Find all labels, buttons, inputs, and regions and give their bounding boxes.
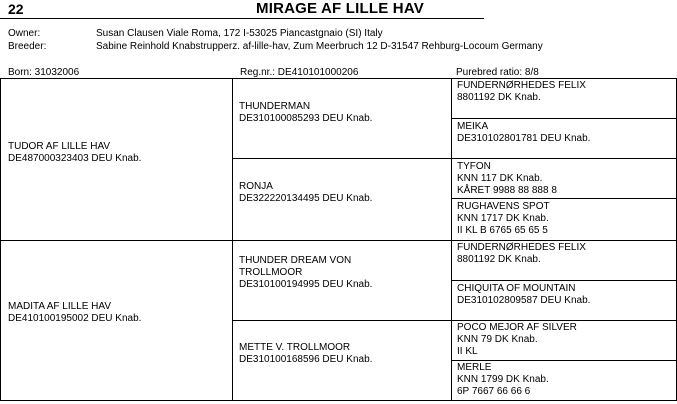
grandparent-name: THUNDER DREAM VON bbox=[239, 255, 352, 266]
owner-value: Susan Clausen Viale Roma, 172 I-53025 Piancastgnaio (SI) Italy bbox=[96, 28, 383, 39]
great-grandparent-reg: DE310102801781 DEU Knab. bbox=[457, 133, 591, 144]
grandparent-reg: DE310100194995 DEU Knab. bbox=[239, 279, 373, 290]
great-grandparent-cell bbox=[457, 121, 590, 145]
grandparent-name: METTE V. TROLLMOOR bbox=[239, 342, 351, 353]
great-grandparent-name: MEIKA bbox=[457, 121, 489, 132]
great-grandparent-name: RUGHAVENS SPOT bbox=[457, 201, 550, 212]
grandparent-name: THUNDERMAN bbox=[239, 101, 311, 112]
great-grandparent-note: 6P 7667 66 66 6 bbox=[457, 386, 531, 397]
catalog-number: 22 bbox=[8, 1, 24, 17]
great-grandparent-name: CHIQUITA OF MOUNTAIN bbox=[457, 283, 576, 294]
great-grandparent-note: KÅRET 9988 88 888 8 bbox=[457, 185, 557, 196]
registration-number: Reg.nr.: DE410101000206 bbox=[240, 67, 359, 78]
grandparent-cell bbox=[239, 181, 372, 205]
great-grandparent-note: II KL bbox=[457, 346, 478, 357]
purebred-ratio: Purebred ratio: 8/8 bbox=[456, 67, 539, 78]
grandparent-cell bbox=[239, 101, 372, 125]
owner-label: Owner: bbox=[8, 28, 41, 39]
grandparent-cell bbox=[239, 342, 372, 366]
great-grandparent-reg: KNN 79 DK Knab. bbox=[457, 334, 538, 345]
great-grandparent-cell bbox=[457, 242, 586, 266]
grandparent-reg: DE310100085293 DEU Knab. bbox=[239, 113, 373, 124]
great-grandparent-reg: KNN 1717 DK Knab. bbox=[457, 213, 549, 224]
great-grandparent-reg: DE310102809587 DEU Knab. bbox=[457, 295, 591, 306]
great-grandparent-cell bbox=[457, 283, 590, 307]
grandparent-cell bbox=[239, 255, 372, 291]
sire-cell bbox=[8, 141, 141, 165]
great-grandparent-reg: KNN 117 DK Knab. bbox=[457, 173, 543, 184]
dam-cell bbox=[8, 301, 141, 325]
grandparent-reg: DE322220134495 DEU Knab. bbox=[239, 193, 373, 204]
sire-name: TUDOR AF LILLE HAV bbox=[8, 141, 111, 152]
born-date: Born: 31032006 bbox=[8, 67, 80, 78]
great-grandparent-name: POCO MEJOR AF SILVER bbox=[457, 322, 577, 333]
great-grandparent-note: II KL B 6765 65 65 5 bbox=[457, 225, 548, 236]
great-grandparent-cell bbox=[457, 201, 550, 237]
great-grandparent-reg: 8801192 DK Knab. bbox=[457, 92, 541, 103]
great-grandparent-cell bbox=[457, 161, 557, 197]
great-grandparent-name: MERLE bbox=[457, 362, 492, 373]
great-grandparent-name: FUNDERNØRHEDES FELIX bbox=[457, 80, 586, 91]
grandparent-name: RONJA bbox=[239, 181, 273, 192]
dam-reg: DE410100195002 DEU Knab. bbox=[8, 313, 142, 324]
breeder-value: Sabine Reinhold Knabstrupperz. af-lille-hav, Zum Meerbruch 12 D-31547 Rehburg-Locoum Germany bbox=[96, 41, 543, 52]
great-grandparent-cell bbox=[457, 80, 586, 104]
breeder-label: Breeder: bbox=[8, 41, 47, 52]
grandparent-reg: DE310100168596 DEU Knab. bbox=[239, 354, 373, 365]
grandparent-name-cont: TROLLMOOR bbox=[239, 267, 303, 278]
great-grandparent-cell bbox=[457, 362, 549, 398]
dam-name: MADITA AF LILLE HAV bbox=[8, 301, 111, 312]
great-grandparent-reg: KNN 1799 DK Knab. bbox=[457, 374, 549, 385]
header-rule bbox=[0, 18, 484, 19]
great-grandparent-name: FUNDERNØRHEDES FELIX bbox=[457, 242, 586, 253]
horse-title: MIRAGE AF LILLE HAV bbox=[256, 0, 424, 17]
sire-reg: DE487000323403 DEU Knab. bbox=[8, 153, 142, 164]
great-grandparent-cell bbox=[457, 322, 577, 358]
great-grandparent-name: TYFON bbox=[457, 161, 491, 172]
great-grandparent-reg: 8801192 DK Knab. bbox=[457, 254, 541, 265]
